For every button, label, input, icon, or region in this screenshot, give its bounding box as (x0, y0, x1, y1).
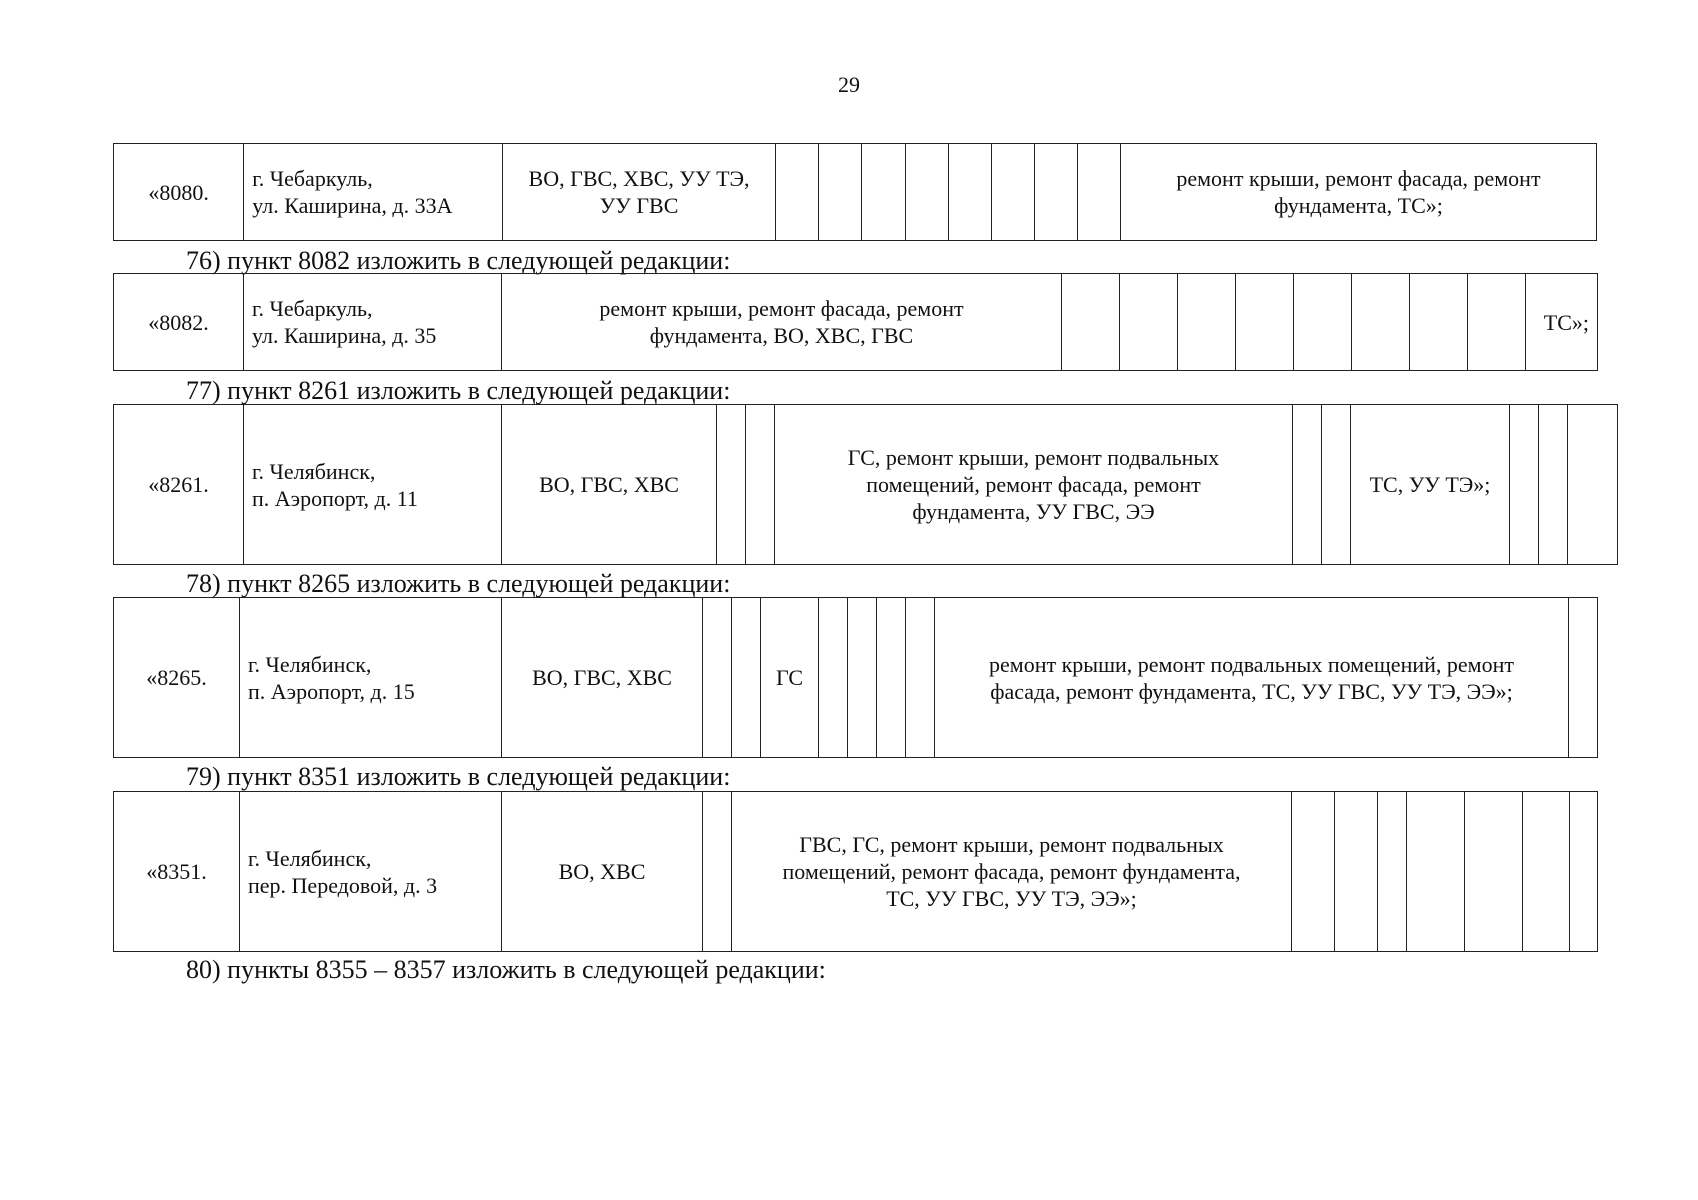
empty-cell (991, 144, 1034, 241)
instruction-text: 80) пункты 8355 – 8357 изложить в следующей редакции: (186, 955, 826, 984)
instruction-text: 77) пункт 8261 изложить в следующей редакции: (186, 376, 731, 405)
empty-cell (1465, 792, 1523, 952)
empty-cell (1468, 274, 1526, 371)
empty-cell (1294, 274, 1352, 371)
address-cell: г. Челябинск, пер. Передовой, д. 3 (240, 792, 502, 952)
empty-cell (1523, 792, 1570, 952)
works-cell: ВО, ГВС, ХВС, УУ ТЭ, УУ ГВС (502, 144, 776, 241)
empty-cell (1539, 405, 1568, 565)
table-row-8082 (113, 273, 1598, 371)
empty-cell (1570, 792, 1598, 952)
empty-cell (1410, 274, 1468, 371)
works-cell: ГС, ремонт крыши, ремонт подвальных помещений, ремонт фасада, ремонт фундамента, УУ ГВС, ЭЭ (775, 405, 1293, 565)
address-cell: г. Челябинск, п. Аэропорт, д. 11 (244, 405, 502, 565)
item-number: «8261. (114, 405, 244, 565)
empty-cell (1178, 274, 1236, 371)
works-cell: ВО, ГВС, ХВС (502, 598, 703, 758)
item-number: «8082. (114, 274, 244, 371)
empty-cell (1077, 144, 1120, 241)
empty-cell (1378, 792, 1407, 952)
table-row-8265 (113, 597, 1598, 758)
empty-cell (1292, 792, 1335, 952)
instruction-text: 76) пункт 8082 изложить в следующей редакции: (186, 246, 731, 275)
empty-cell (1062, 274, 1120, 371)
empty-cell (732, 598, 761, 758)
works-cell: ремонт крыши, ремонт подвальных помещений, ремонт фасада, ремонт фундамента, ТС, УУ ГВС, УУ ТЭ, ЭЭ»; (935, 598, 1569, 758)
empty-cell (776, 144, 819, 241)
item-number: «8265. (114, 598, 240, 758)
empty-cell (1568, 405, 1618, 565)
empty-cell (1120, 274, 1178, 371)
works-cell: ремонт крыши, ремонт фасада, ремонт фундамента, ТС»; (1120, 144, 1596, 241)
empty-cell (1034, 144, 1077, 241)
instruction-text: 78) пункт 8265 изложить в следующей редакции: (186, 569, 731, 598)
works-cell: ТС, УУ ТЭ»; (1351, 405, 1510, 565)
table-row-8080 (113, 143, 1597, 241)
works-cell: ГС (761, 598, 819, 758)
empty-cell (906, 598, 935, 758)
empty-cell (948, 144, 991, 241)
empty-cell (1322, 405, 1351, 565)
empty-cell (1352, 274, 1410, 371)
empty-cell (862, 144, 905, 241)
empty-cell (1407, 792, 1465, 952)
empty-cell (1293, 405, 1322, 565)
works-cell: ГВС, ГС, ремонт крыши, ремонт подвальных помещений, ремонт фасада, ремонт фундамента, ТС, УУ ГВС, УУ ТЭ, ЭЭ»; (732, 792, 1292, 952)
empty-cell (703, 598, 732, 758)
address-cell: г. Челябинск, п. Аэропорт, д. 15 (240, 598, 502, 758)
empty-cell (1569, 598, 1598, 758)
works-cell: ремонт крыши, ремонт фасада, ремонт фундамента, ВО, ХВС, ГВС (502, 274, 1062, 371)
table-row-8351 (113, 791, 1598, 952)
item-number: «8080. (114, 144, 244, 241)
address-cell: г. Чебаркуль, ул. Каширина, д. 33А (244, 144, 503, 241)
instruction-text: 79) пункт 8351 изложить в следующей редакции: (186, 762, 731, 791)
empty-cell (877, 598, 906, 758)
item-number: «8351. (114, 792, 240, 952)
table-row-8261 (113, 404, 1618, 565)
empty-cell (1335, 792, 1378, 952)
empty-cell (819, 144, 862, 241)
address-cell: г. Чебаркуль, ул. Каширина, д. 35 (244, 274, 502, 371)
empty-cell (819, 598, 848, 758)
page-number: 29 (838, 72, 860, 97)
works-cell: ВО, ГВС, ХВС (502, 405, 717, 565)
empty-cell (905, 144, 948, 241)
empty-cell (1510, 405, 1539, 565)
works-cell: ТС»; (1526, 274, 1598, 371)
empty-cell (717, 405, 746, 565)
works-cell: ВО, ХВС (502, 792, 703, 952)
empty-cell (848, 598, 877, 758)
empty-cell (746, 405, 775, 565)
empty-cell (703, 792, 732, 952)
empty-cell (1236, 274, 1294, 371)
